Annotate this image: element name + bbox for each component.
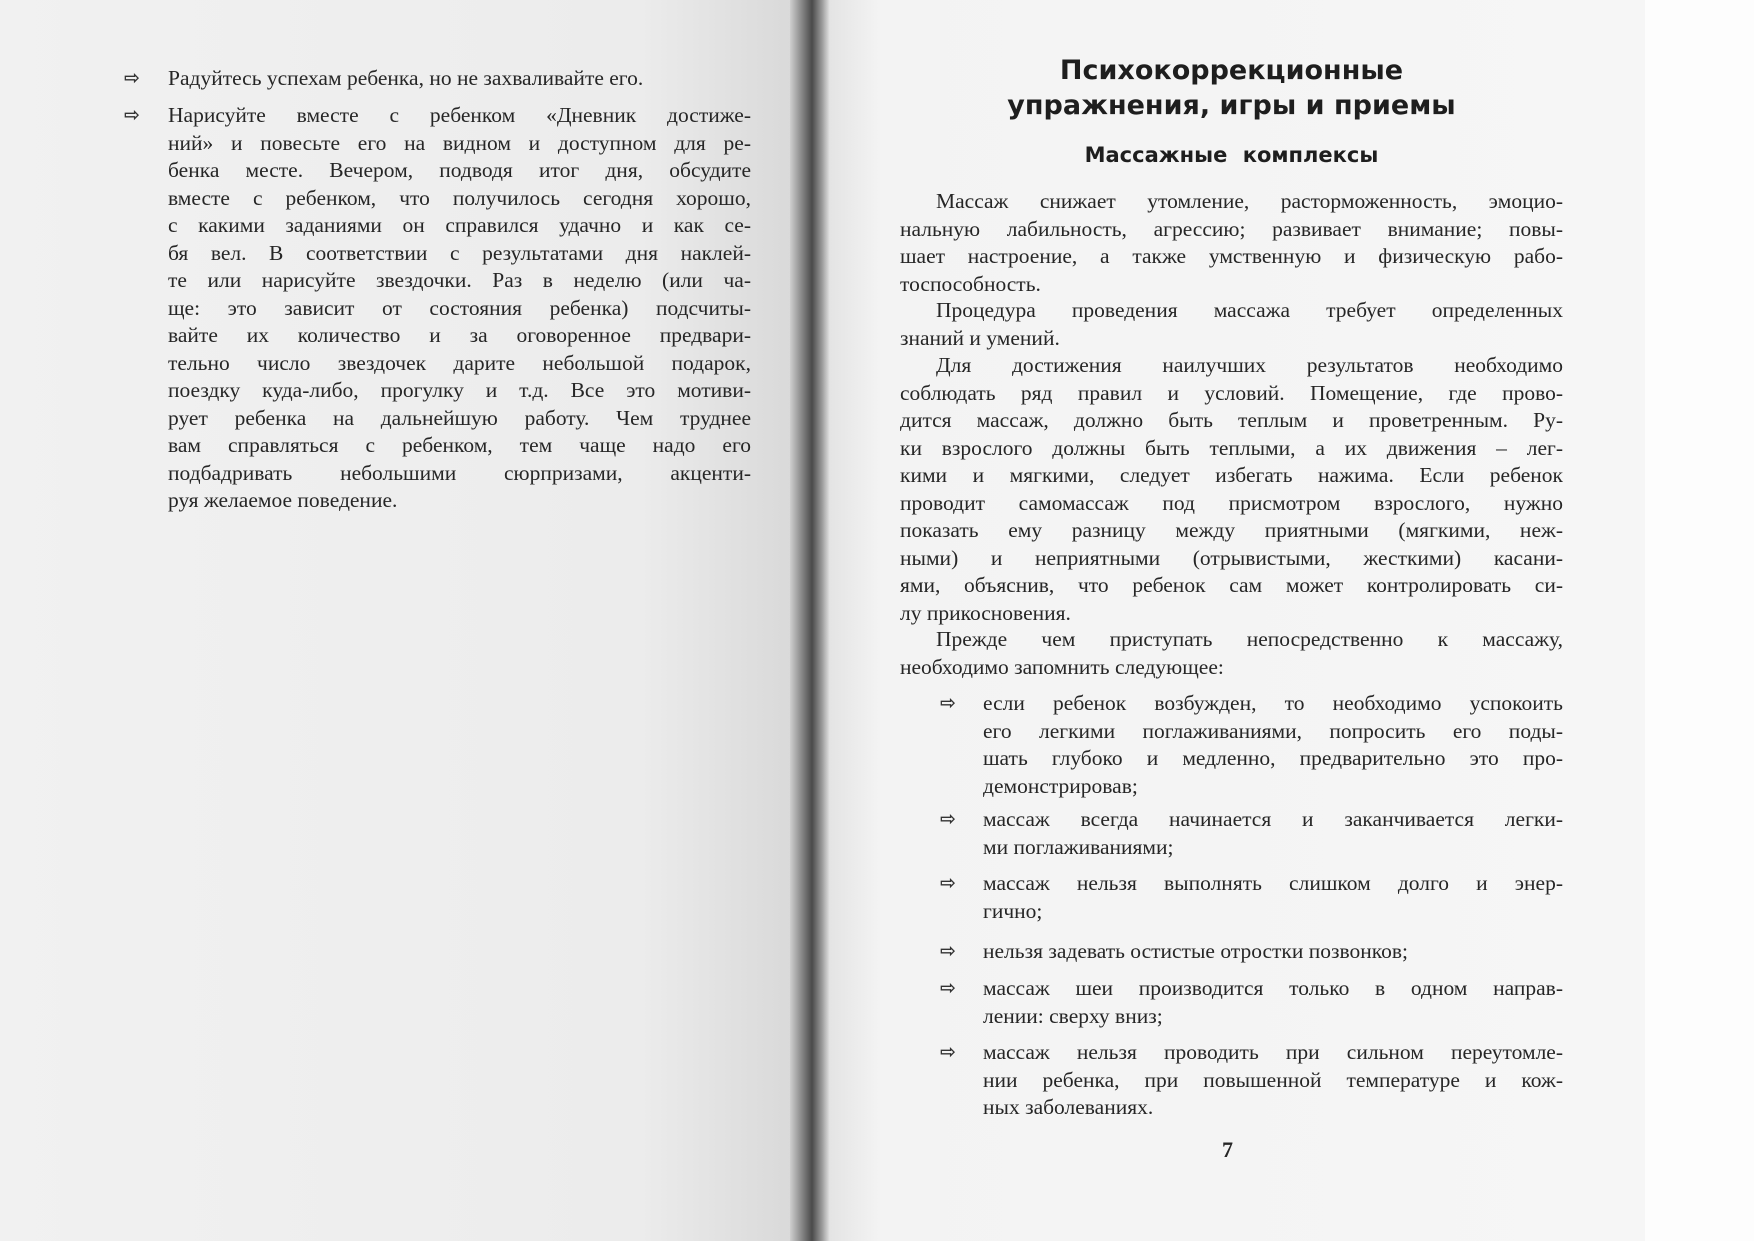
text-line: подбадривать небольшими сюрпризами, акценти- [168,460,751,485]
book-gutter [790,0,830,1241]
text-line: необходимо запомнить следующее: [900,654,1224,679]
text-line: с какими заданиями он справился удачно и как се- [168,213,751,237]
scan-margin [1645,0,1754,1241]
text-line: знаний и умений. [900,325,1060,350]
right-bullet-6 [983,1039,1563,1122]
text-line: кими и мягкими, следует избегать нажима. Если ребенок [900,463,1563,487]
text-line: Процедура проведения массажа требует определенных [936,298,1563,322]
text-line: шать глубоко и медленно, предварительно это про- [983,746,1563,770]
text-line: массаж нельзя проводить при сильном переутомле- [983,1040,1563,1064]
text-line: ями, объяснив, что ребенок сам может контролировать си- [900,573,1563,597]
text-line: нельзя задевать остистые отростки позвонков; [983,939,1408,963]
arrow-right-icon: ⇨ [124,104,140,126]
text-line: дится массаж, должно быть теплым и проветренным. Ру- [900,408,1563,432]
paragraph-2 [900,297,1563,352]
arrow-right-icon: ⇨ [940,872,956,894]
right-bullet-4 [983,938,1563,966]
right-bullet-1 [983,690,1563,800]
text-line: Нарисуйте вместе с ребенком «Дневник достиже- [168,103,751,127]
text-line: демонстрировав; [983,773,1138,798]
text-line: поездку куда-либо, прогулку и т.д. Все это мотиви- [168,378,751,402]
page-number: 7 [1222,1137,1233,1162]
text-line: ми поглаживаниями; [983,834,1174,859]
text-line: шает настроение, а также умственную и физическую рабо- [900,244,1563,268]
text-line: рует ребенка на дальнейшую работу. Чем труднее [168,405,751,430]
text-line: ными) и неприятными (отрывистыми, жесткими) касани- [900,545,1563,570]
text-line: ще: это зависит от состояния ребенка) подсчиты- [168,295,751,320]
text-line: тельно число звездочек дарите небольшой подарок, [168,350,751,375]
text-line: вайте их количество и за оговоренное предвари- [168,323,751,347]
left-bullet-1 [168,65,751,93]
text-line: массаж нельзя выполнять слишком долго и энер- [983,871,1563,895]
text-line: нальную лабильность, агрессию; развивает внимание; повы- [900,216,1563,241]
text-line: бя вел. В соответствии с результатами дня наклей- [168,240,751,265]
text-line: гично; [983,898,1043,923]
text-line: ки взрослого должны быть теплыми, а их движения – лег- [900,435,1563,460]
text-line: руя желаемое поведение. [168,488,398,512]
right-bullet-3 [983,870,1563,925]
text-line: те или нарисуйте звездочки. Раз в неделю (или ча- [168,268,751,292]
text-line: его легкими поглаживаниями, попросить его поды- [983,718,1563,743]
text-line: бенка месте. Вечером, подводя итог дня, обсудите [168,158,751,182]
arrow-right-icon: ⇨ [940,977,956,999]
text-line: Радуйтесь успехам ребенка, но не захваливайте его. [168,66,644,90]
chapter-title-line-2: упражнения, игры и приемы [1007,90,1456,121]
text-line: ных заболеваниях. [983,1095,1154,1119]
text-line: соблюдать ряд правил и условий. Помещение, где прово- [900,380,1563,405]
right-bullet-2 [983,806,1563,861]
text-line: вместе с ребенком, что получилось сегодня хорошо, [168,185,751,210]
text-line: если ребенок возбужден, то необходимо успокоить [983,691,1563,715]
chapter-title-line-1: Психокоррекционные [1059,55,1404,86]
arrow-right-icon: ⇨ [940,940,956,962]
text-line: нии ребенка, при повышенной температуре и кож- [983,1067,1563,1092]
text-line: Для достижения наилучших результатов необходимо [936,353,1563,377]
paragraph-4 [900,626,1563,681]
right-bullet-5 [983,975,1563,1030]
section-subtitle: Массажные комплексы [1084,143,1379,167]
arrow-right-icon: ⇨ [940,1041,956,1063]
text-line: массаж шеи производится только в одном направ- [983,976,1563,1000]
arrow-right-icon: ⇨ [124,67,140,89]
paragraph-1 [900,188,1563,298]
text-line: вам справляться с ребенком, тем чаще надо его [168,433,751,457]
text-line: Прежде чем приступать непосредственно к массажу, [936,627,1563,651]
text-line: массаж всегда начинается и заканчивается легки- [983,807,1563,831]
arrow-right-icon: ⇨ [940,692,956,714]
arrow-right-icon: ⇨ [940,808,956,830]
text-line: лу прикосновения. [900,600,1071,625]
text-line: показать ему разницу между приятными (мягкими, неж- [900,518,1563,542]
left-bullet-2 [168,102,751,515]
text-line: тоспособность. [900,271,1041,296]
text-line: лении: сверху вниз; [983,1003,1163,1028]
text-line: ний» и повесьте его на видном и доступном для ре- [168,130,751,155]
paragraph-3 [900,352,1563,627]
text-line: проводит самомассаж под присмотром взрослого, нужно [900,490,1563,515]
text-line: Массаж снижает утомление, расторможенность, эмоцио- [936,189,1563,213]
